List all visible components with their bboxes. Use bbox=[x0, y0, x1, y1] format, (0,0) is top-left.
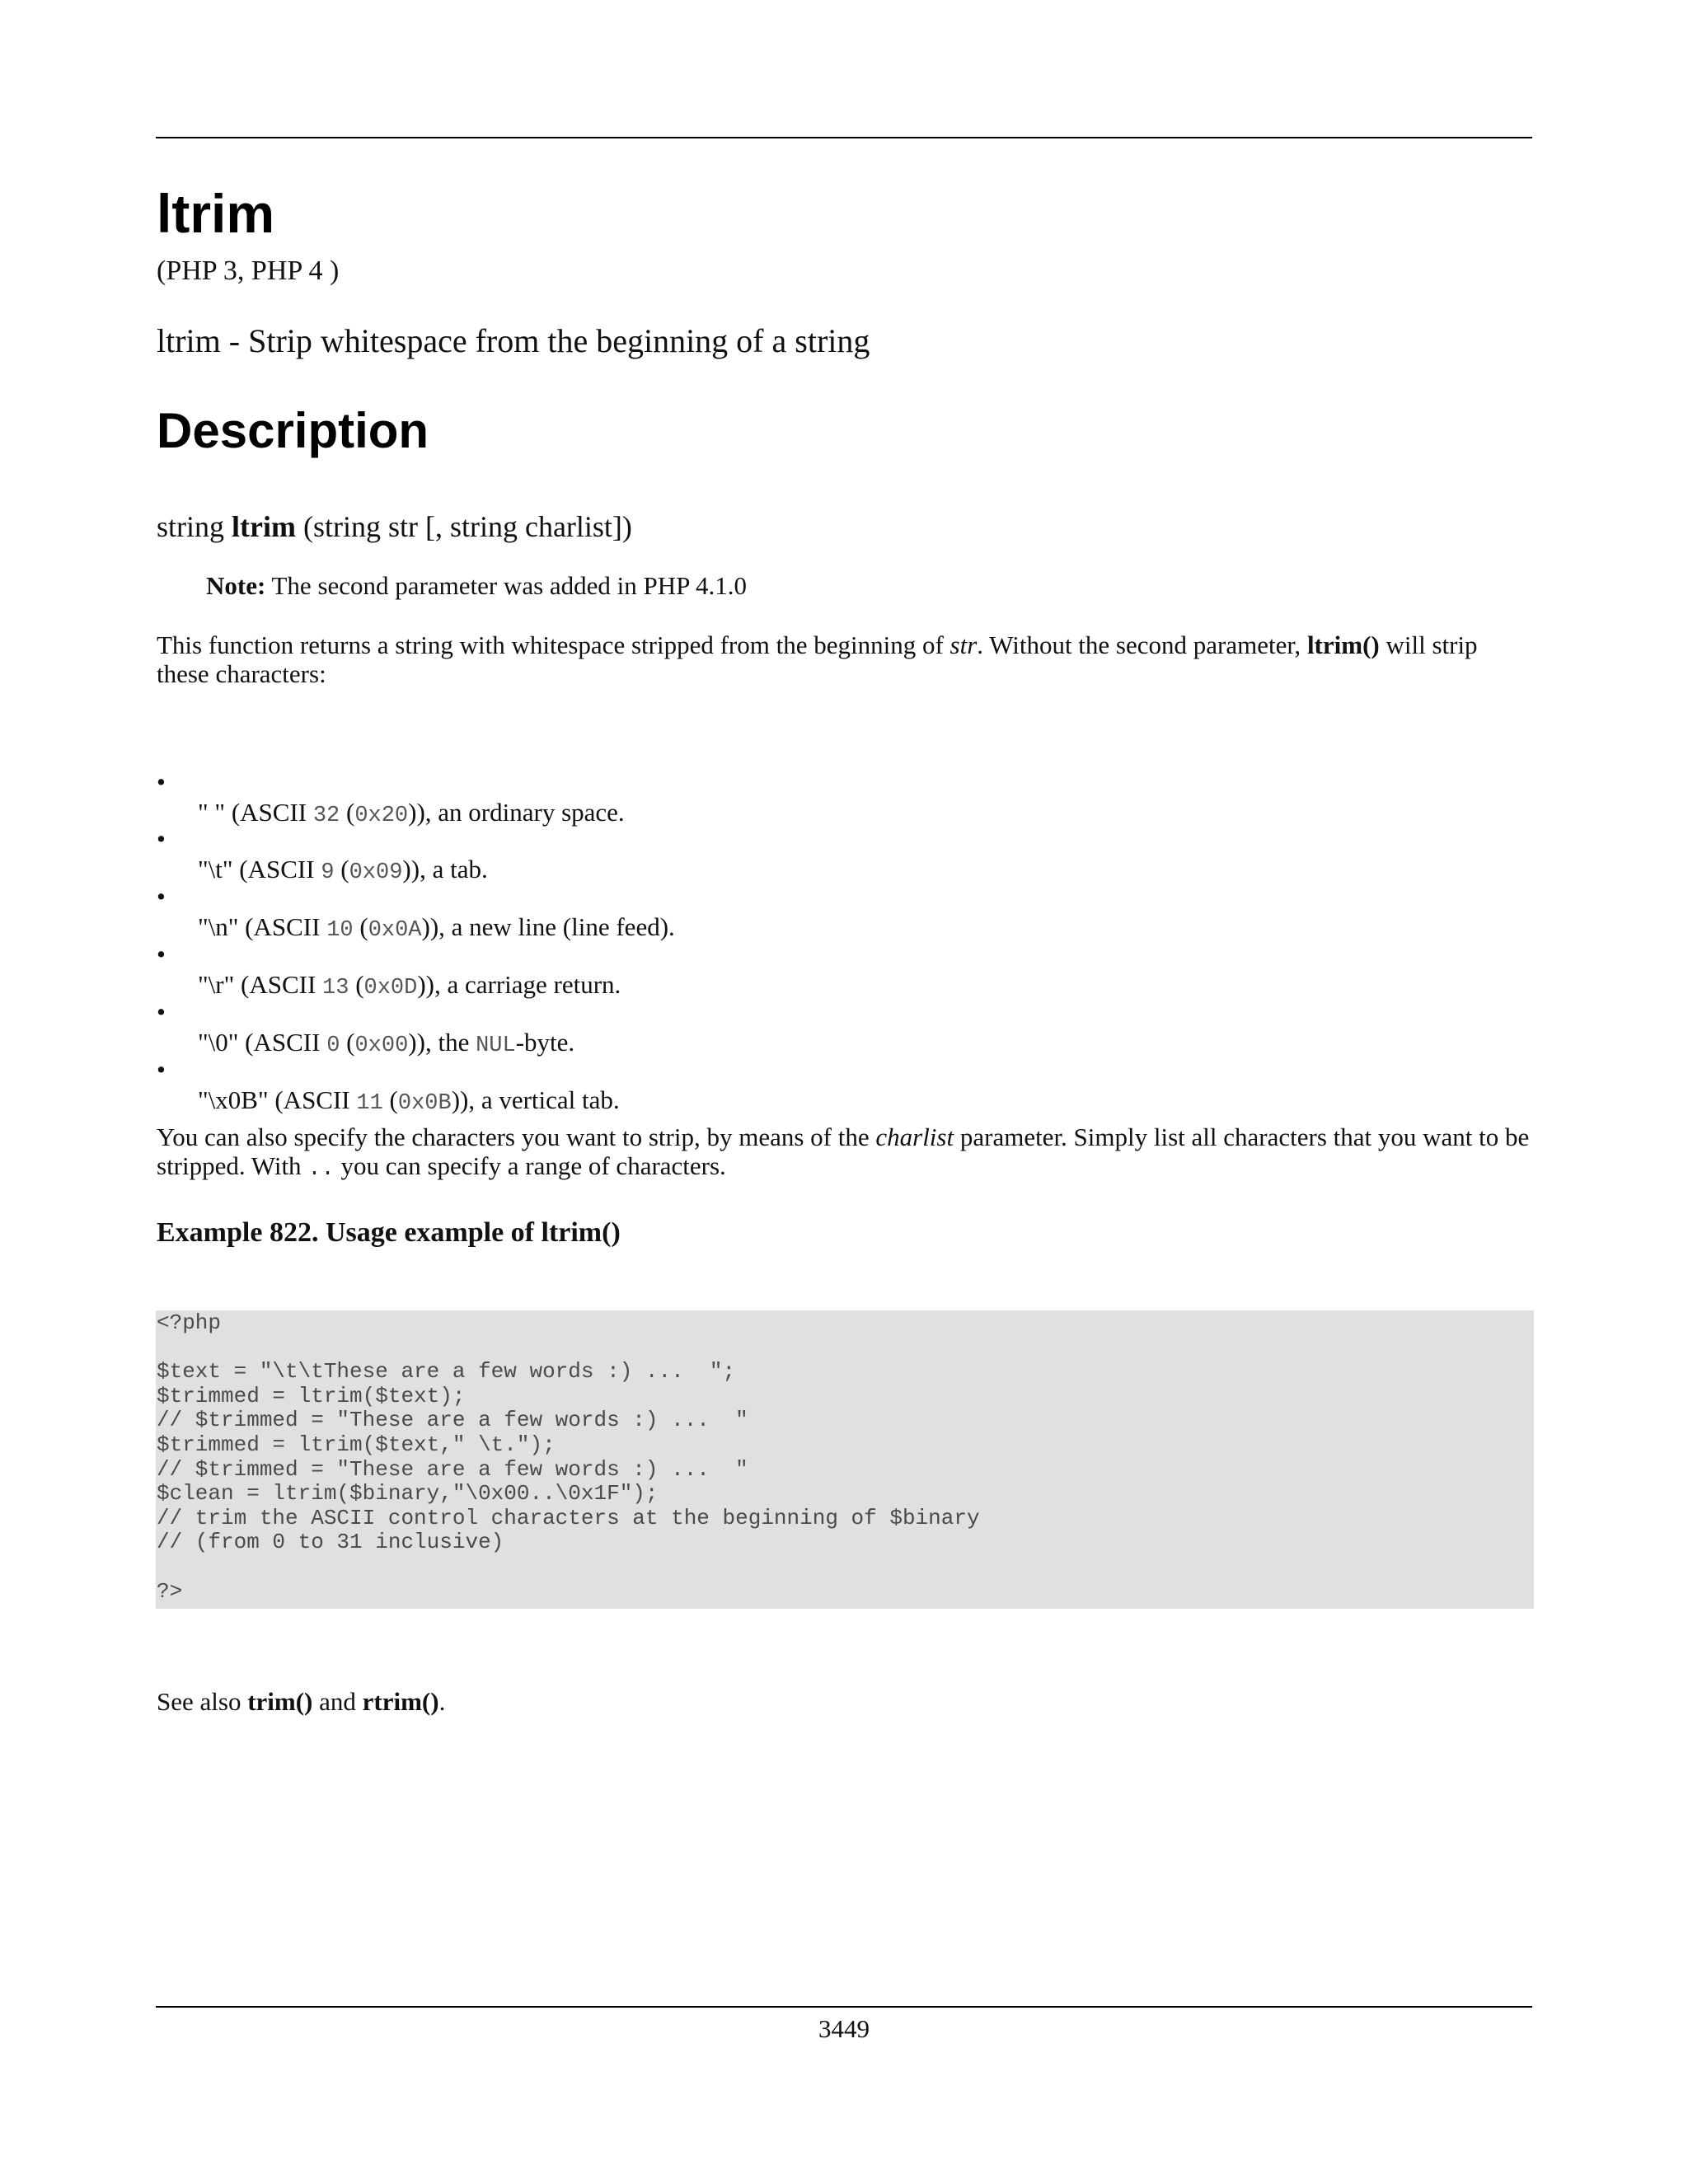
char-description: a new line (line feed). bbox=[451, 912, 675, 942]
link-trim[interactable]: trim() bbox=[247, 1687, 313, 1716]
ascii-decimal: 10 bbox=[326, 918, 354, 944]
see-also-suffix: . bbox=[438, 1687, 446, 1716]
paren-open: ( bbox=[382, 1085, 398, 1115]
ascii-decimal: 13 bbox=[322, 976, 349, 1001]
ascii-decimal: 9 bbox=[321, 860, 335, 886]
example-title: Example 822. Usage example of ltrim() bbox=[157, 1217, 621, 1248]
note-text: The second parameter was added in PHP 4.1.0 bbox=[271, 571, 747, 600]
char-literal: "\t" bbox=[198, 855, 233, 884]
char-description: a tab. bbox=[432, 855, 488, 884]
char-literal: "\0" bbox=[198, 1028, 239, 1057]
param-charlist: charlist bbox=[875, 1122, 954, 1151]
char-literal: "\r" bbox=[198, 970, 235, 1000]
char-literal: "\n" bbox=[198, 912, 239, 942]
para1-text-middle: . Without the second parameter, bbox=[977, 630, 1307, 659]
param-str: str bbox=[950, 630, 978, 659]
see-also bbox=[157, 1686, 445, 1717]
paren-open: ( bbox=[334, 855, 349, 884]
char-description: a carriage return. bbox=[447, 970, 621, 1000]
bullet-icon: • bbox=[157, 997, 166, 1027]
refname-summary: ltrim - Strip whitespace from the beginning of a string bbox=[157, 322, 870, 359]
synopsis-return-type: string bbox=[157, 510, 225, 543]
link-rtrim[interactable]: rtrim() bbox=[362, 1687, 439, 1716]
bullet-icon: • bbox=[157, 940, 166, 969]
bullet-icon: • bbox=[157, 882, 166, 912]
charlist-paragraph bbox=[157, 1122, 1535, 1184]
char-description: a vertical tab. bbox=[481, 1085, 620, 1115]
paren-close: )), bbox=[421, 912, 452, 942]
description-heading: Description bbox=[157, 403, 429, 458]
header-rule bbox=[156, 137, 1532, 138]
paren-close: )), bbox=[451, 1085, 481, 1115]
ascii-hex: 0x0B bbox=[397, 1091, 452, 1117]
ascii-decimal: 11 bbox=[356, 1091, 383, 1117]
function-ref-ltrim: ltrim() bbox=[1306, 630, 1380, 659]
footer-rule bbox=[156, 2006, 1532, 2008]
php-versions: (PHP 3, PHP 4 ) bbox=[157, 255, 340, 286]
see-also-conjunction: and bbox=[312, 1687, 363, 1716]
ascii-hex: 0x20 bbox=[354, 804, 409, 829]
para1-text-start: This function returns a string with whitespace stripped from the beginning of bbox=[157, 630, 950, 659]
synopsis-params: (string str [, string charlist]) bbox=[302, 510, 632, 543]
char-description: an ordinary space. bbox=[438, 798, 625, 827]
code-listing: <?php $text = "\t\tThese are a few words :) ... "; $trimmed = ltrim($text); // $trimmed = "These are a few words :) ... " $trimmed = ltrim($text," \t."); // $trimmed = "These are a few words :) ... " $clean = ltrim($binary,"\0x00..\0x1F"); // trim the ASCII control characters at the beginning of $binary // (from 0 to 31 inclusive) ?> bbox=[157, 1310, 980, 1604]
bullet-icon: • bbox=[157, 1055, 166, 1085]
ascii-hex: 0x0D bbox=[363, 976, 418, 1001]
para2-text-start: You can also specify the characters you want to strip, by means of the bbox=[157, 1122, 876, 1151]
ascii-hex: 0x00 bbox=[354, 1033, 409, 1059]
ascii-label: (ASCII bbox=[274, 1085, 357, 1115]
ascii-label: (ASCII bbox=[241, 970, 323, 1000]
para2-text-middle: parameter. Simply list all characters that you want to be stripped. With bbox=[157, 1122, 1530, 1180]
char-literal: " " bbox=[198, 798, 226, 827]
bullet-icon: • bbox=[157, 767, 166, 797]
ascii-label: (ASCII bbox=[245, 912, 327, 942]
paren-close: )), bbox=[402, 855, 433, 884]
paren-close: )), bbox=[408, 1028, 438, 1057]
paren-close: )), bbox=[408, 798, 438, 827]
paren-open: ( bbox=[349, 970, 364, 1000]
synopsis-function-name: ltrim bbox=[232, 510, 296, 543]
ascii-hex: 0x0A bbox=[368, 918, 422, 944]
ascii-label: (ASCII bbox=[239, 855, 321, 884]
paren-open: ( bbox=[353, 912, 368, 942]
para1-text-end: will strip these characters: bbox=[157, 630, 1478, 688]
char-literal: "\x0B" bbox=[198, 1085, 269, 1115]
para2-text-end: you can specify a range of characters. bbox=[334, 1151, 726, 1180]
ascii-label: (ASCII bbox=[231, 798, 313, 827]
version-note bbox=[206, 570, 747, 601]
ascii-hex: 0x09 bbox=[349, 860, 403, 886]
function-synopsis bbox=[157, 509, 632, 545]
bullet-icon: • bbox=[157, 824, 166, 854]
paren-open: ( bbox=[340, 1028, 355, 1057]
char-description-end: -byte. bbox=[515, 1028, 575, 1057]
paren-close: )), bbox=[417, 970, 448, 1000]
nul-code: NUL bbox=[476, 1033, 516, 1059]
see-also-prefix: See also bbox=[157, 1687, 248, 1716]
note-label: Note: bbox=[206, 571, 266, 600]
ascii-decimal: 0 bbox=[326, 1033, 340, 1059]
range-operator-code: .. bbox=[307, 1157, 335, 1182]
description-paragraph bbox=[157, 630, 1535, 688]
page-number: 3449 bbox=[818, 2014, 870, 2043]
ascii-decimal: 32 bbox=[312, 804, 340, 829]
page-title: ltrim bbox=[157, 183, 275, 244]
ascii-label: (ASCII bbox=[245, 1028, 327, 1057]
paren-open: ( bbox=[340, 798, 355, 827]
char-description: the bbox=[438, 1028, 476, 1057]
